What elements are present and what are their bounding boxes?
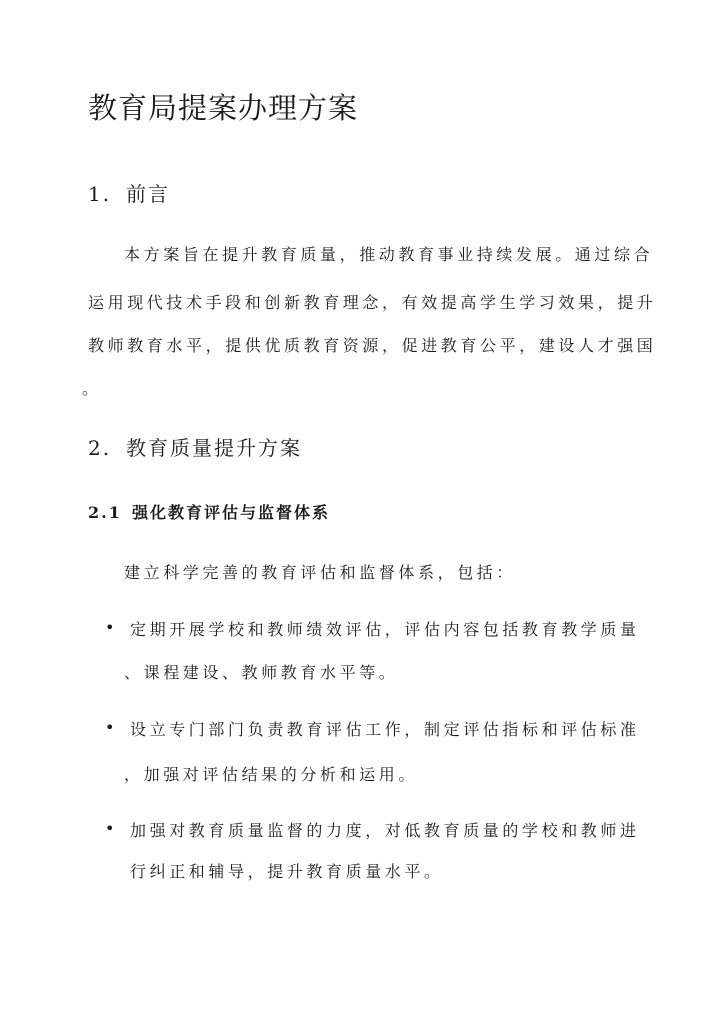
list-item-line: 行纠正和辅导，提升教育质量水平。 xyxy=(130,862,444,881)
section-heading-1 xyxy=(88,178,170,207)
subsection-number: 2.1 xyxy=(88,503,122,522)
paragraph-line: 运用现代技术手段和创新教育理念，有效提高学生学习效果，提升 xyxy=(88,293,657,312)
list-item-line: 设立专门部门负责教育评估工作，制定评估指标和评估标准 xyxy=(130,720,640,739)
subsection-title: 强化教育评估与监督体系 xyxy=(132,503,331,522)
section-title: 前言 xyxy=(126,182,170,206)
section-title: 教育质量提升方案 xyxy=(126,436,302,460)
paragraph-line: 教师教育水平，提供优质教育资源，促进教育公平，建设人才强国 xyxy=(88,336,657,355)
paragraph-line: 。 xyxy=(82,379,102,398)
list-item-line: 加强对教育质量监督的力度，对低教育质量的学校和教师进 xyxy=(130,821,640,840)
list-item-line: ，加强对评估结果的分析和运用。 xyxy=(124,765,419,784)
bullet-icon: • xyxy=(105,819,115,838)
subsection-heading-2-1 xyxy=(88,500,330,523)
intro-line: 建立科学完善的教育评估和监督体系，包括： xyxy=(124,563,517,582)
bullet-icon: • xyxy=(105,718,115,737)
paragraph-line: 本方案旨在提升教育质量，推动教育事业持续发展。通过综合 xyxy=(124,245,654,264)
page-title: 教育局提案办理方案 xyxy=(88,91,359,125)
section-number: 1. xyxy=(88,182,112,206)
section-heading-2 xyxy=(88,432,302,461)
bullet-icon: • xyxy=(105,618,115,637)
list-item-line: 、课程建设、教师教育水平等。 xyxy=(124,663,399,682)
list-item-line: 定期开展学校和教师绩效评估，评估内容包括教育教学质量 xyxy=(130,620,640,639)
section-number: 2. xyxy=(88,436,112,460)
